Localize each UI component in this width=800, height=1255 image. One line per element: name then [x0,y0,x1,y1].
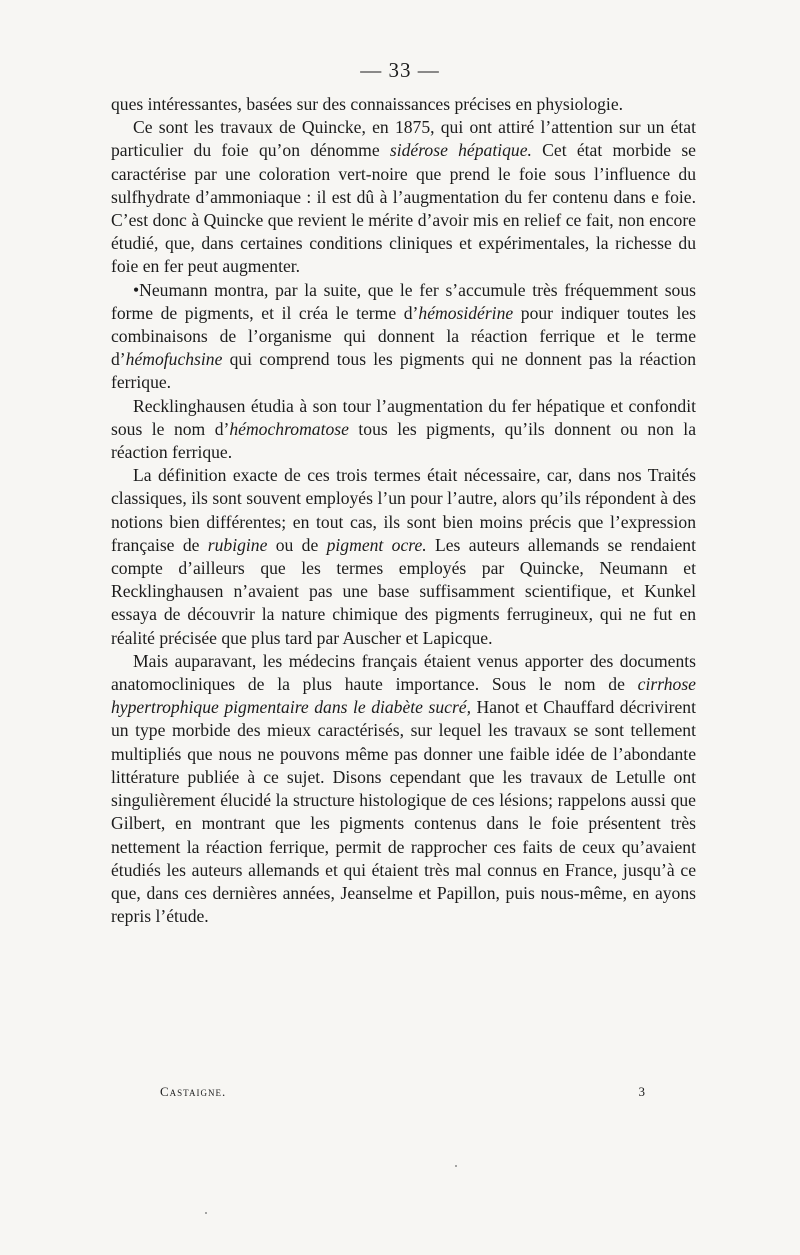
italic-term: rubigine [207,534,268,555]
text-run: Recklinghausen étudia à son tour l’augmentation du fer hépatique et confondit sous le nom d’ [111,395,696,439]
italic-term: hémosidérine [418,302,514,323]
body-text [111,93,696,928]
text-run: Hanot et Chauffard décrivirent un type morbide des mieux caractérisés, sur lequel les travaux se sont tellement multipliés que nous ne pouvons même pas donner une faible idée de l’abondante littérature publiée à ce sujet. Disons cependant que les travaux de Letulle ont singulièrement élucidé la structure histologique de ces lésions; rappelons aussi que Gilbert, en montrant que les pigments contenus dans le foie présentent très nettement la réaction ferrique, permit de rapprocher ces faits de ceux qu’avaient étudiés les auteurs allemands et qui étaient très mal connus en France, jusqu’à ce que, dans ces dernières années, Jeanselme et Papillon, puis nous-même, en ayons repris l’étude. [111,697,696,927]
page-number: — 33 — [360,58,440,82]
text-run: Ce sont les travaux de Quincke, en 1875, qui ont attiré l’attention sur un état particulier du foie qu’on dénomme [111,117,696,161]
paragraph [111,395,696,465]
text-run: pour indiquer toutes les combinaisons de l’organisme qui donnent la réaction ferrique et le terme d’ [111,302,696,370]
text-run: qui comprend tous les pigments qui ne donnent pas la réaction ferrique. [111,349,696,393]
printer-signature-mark: 3 [638,1084,646,1099]
text-run: •Neumann montra, par la suite, que le fer s’accumule très fréquemment sous forme de pigments, et il créa le terme d’ [111,279,696,323]
paragraph [111,650,696,928]
italic-term: sidérose hépatique. [389,140,532,161]
italic-term: hémofuchsine [125,349,223,370]
paper-speck [205,1212,207,1214]
text-run: ou de [267,534,327,555]
author-name: Castaigne. [160,1084,227,1099]
paragraph [111,279,696,395]
italic-term: hémochromatose [229,418,349,439]
text-run: ques intéressantes, basées sur des connaissances précises en physiologie. [111,94,624,114]
paragraph [111,116,696,278]
text-run: tous les pigments, qu’ils donnent ou non la réaction ferrique. [111,418,697,463]
paragraph [111,93,696,116]
text-run: Mais auparavant, les médecins français étaient venus apporter des documents anatomocliniques de la plus haute importance. Sous le nom de [111,650,696,695]
paragraph [111,464,696,650]
italic-term: cirrhose hypertrophique pigmentaire dans le diabète sucré, [111,674,696,718]
text-run: Les auteurs allemands se rendaient compte d’ailleurs que les termes employés par Quincke, Neumann et Recklinghausen n’avaient pas une base suffisamment scientifique, et Kunkel essaya de découvrir la nature chimique des pigments ferrugineux, qui ne fut en réalité précisée que plus tard par Auscher et Lapicque. [111,534,696,648]
italic-term: pigment ocre. [326,534,427,555]
paper-speck [455,1165,457,1167]
text-run: La définition exacte de ces trois termes était nécessaire, car, dans nos Traités classiques, ils sont souvent employés l’un pour l’autre, alors qu’ils répondent à des notions bien différentes; en tout cas, ils sont bien moins précis que l’expression française de [111,465,696,555]
text-run: Cet état morbide se caractérise par une coloration vert-noire que prend le foie sous l’influence du sulfhydrate d’ammoniaque : il est dû à l’augmentation du fer contenu dans e foie. C’est donc à Quincke que revient le mérite d’avoir mis en relief ce fait, non encore étudié, que, dans certaines conditions cliniques et expérimentales, la richesse du foie en fer peut augmenter. [111,140,696,277]
